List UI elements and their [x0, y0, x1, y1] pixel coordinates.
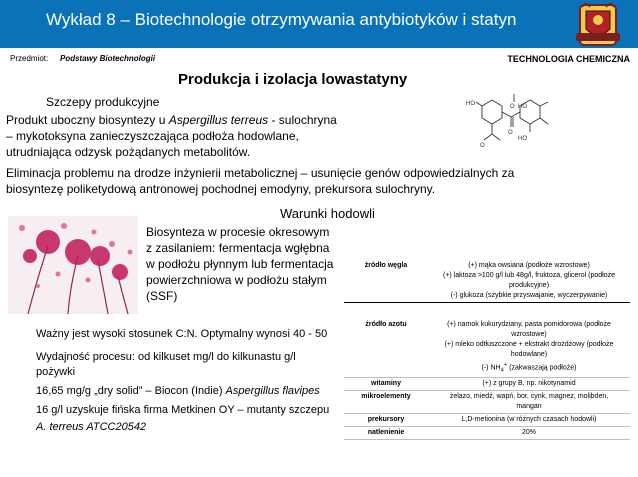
elimination-line-2: biosyntezę poliketydową antronowej pochodnej emodyny, prekursora sulochryny. [6, 182, 436, 196]
byproduct-line-2: – mykotoksyna zanieczyszczająca podłoża hodowlane, [6, 129, 299, 143]
metkinen-note: 16 g/l uzyskuje fińska firma Metkinen OY – mutanty szczepu [36, 404, 330, 416]
yield-line-2: pożywki [36, 366, 76, 378]
university-crest-icon [574, 3, 622, 47]
course-meta [0, 52, 638, 68]
fermentation-line-5: (SSF) [146, 289, 178, 303]
title-banner [0, 0, 638, 48]
fermentation-line-2: z zasilaniem: fermentacja wgłębna [146, 241, 330, 255]
strains-label: Szczepy produkcyjne [46, 95, 160, 109]
table-row [344, 319, 630, 377]
fermentation-line-4: powierzchniowa w podłożu stałym [146, 273, 327, 287]
sulochrin-structure-icon [462, 92, 572, 154]
table-value: żelazo, miedź, wapń, bor, cynk, magnez, molibden, mangan [428, 390, 630, 413]
slide-heading: Produkcja i izolacja lowastatyny [178, 71, 408, 88]
table-value: 20% [428, 426, 630, 439]
molecule-o-3: O [480, 143, 485, 149]
yield-line-1: Wydajność procesu: od kilkuset mg/l do kilkunastu g/l [36, 351, 296, 363]
byproduct-line-3: utrudniająca odzysk pożądanych metabolitów. [6, 145, 251, 159]
molecule-ho-3: HO [518, 136, 527, 142]
table-value: (+) namok kukurydziany, pasta pomidorowa (podłoże wzrostowe) (+) mleko odtłuszczone + ekstrakt drożdżowy (podłoże hodowlane) (-) $NH_4^+$ (zakwaszają podłoże) [428, 319, 630, 377]
table-key: mikroelementy [344, 390, 428, 413]
cn-ratio-note: Ważny jest wysoki stosunek C:N. Optymalny wynosi 40 - 50 [36, 328, 328, 340]
table-row [344, 260, 630, 303]
table-value: L,D-metionina (w różnych czasach hodowli) [428, 413, 630, 426]
table-key: witaminy [344, 377, 428, 390]
fermentation-line-3: w podłożu płynnym lub fermentacja [146, 257, 334, 271]
table-value: (+) mąka owsiana (podłoże wzrostowe) (+) laktoza >100 g/l lub 48g/l, fruktoza, glicerol (podłoże produkcyjne) (-) glukoza (szybkie przyswajanie, wyczerpywanie) [428, 260, 630, 303]
molecule-o-1: O [510, 104, 515, 110]
biocon-note: 16,65 mg/g „dry solid” – Biocon (Indie) Aspergillus flavipes [36, 385, 320, 397]
byproduct-line-1: Produkt uboczny biosyntezy u Aspergillus terreus - sulochryna [6, 113, 337, 127]
table-row [344, 377, 630, 390]
table-key: źródło węgla [344, 260, 428, 303]
aspergillus-micrograph [8, 216, 138, 314]
culture-conditions-table [344, 260, 630, 440]
molecule-ho-1: HO [466, 101, 475, 107]
lecture-title: Wykład 8 – Biotechnologie otrzymywania antybiotyków i statyn [46, 10, 517, 29]
subject-name: Podstawy Biotechnologii [60, 54, 156, 63]
table-value: (+) z grupy B, np. nikotynamid [428, 377, 630, 390]
table-key: źródło azotu [344, 319, 428, 377]
faculty-name: TECHNOLOGIA CHEMICZNA [507, 54, 630, 64]
table-key: natlenienie [344, 426, 428, 439]
table-row [344, 413, 630, 426]
table-row [344, 426, 630, 439]
table-key: prekursory [344, 413, 428, 426]
table-row [344, 390, 630, 413]
molecule-ho-2: HO [518, 104, 527, 110]
subject-label: Przedmiot: [10, 54, 49, 63]
elimination-line-1: Eliminacja problemu na drodze inżynierii metabolicznej – usunięcie genów odpowiedzialnych za [6, 166, 515, 180]
strain-name: A. terreus ATCC20542 [36, 421, 147, 433]
molecule-o-2: O [508, 130, 513, 136]
fermentation-line-1: Biosynteza w procesie okresowym [146, 225, 330, 239]
conditions-title: Warunki hodowli [280, 206, 375, 221]
